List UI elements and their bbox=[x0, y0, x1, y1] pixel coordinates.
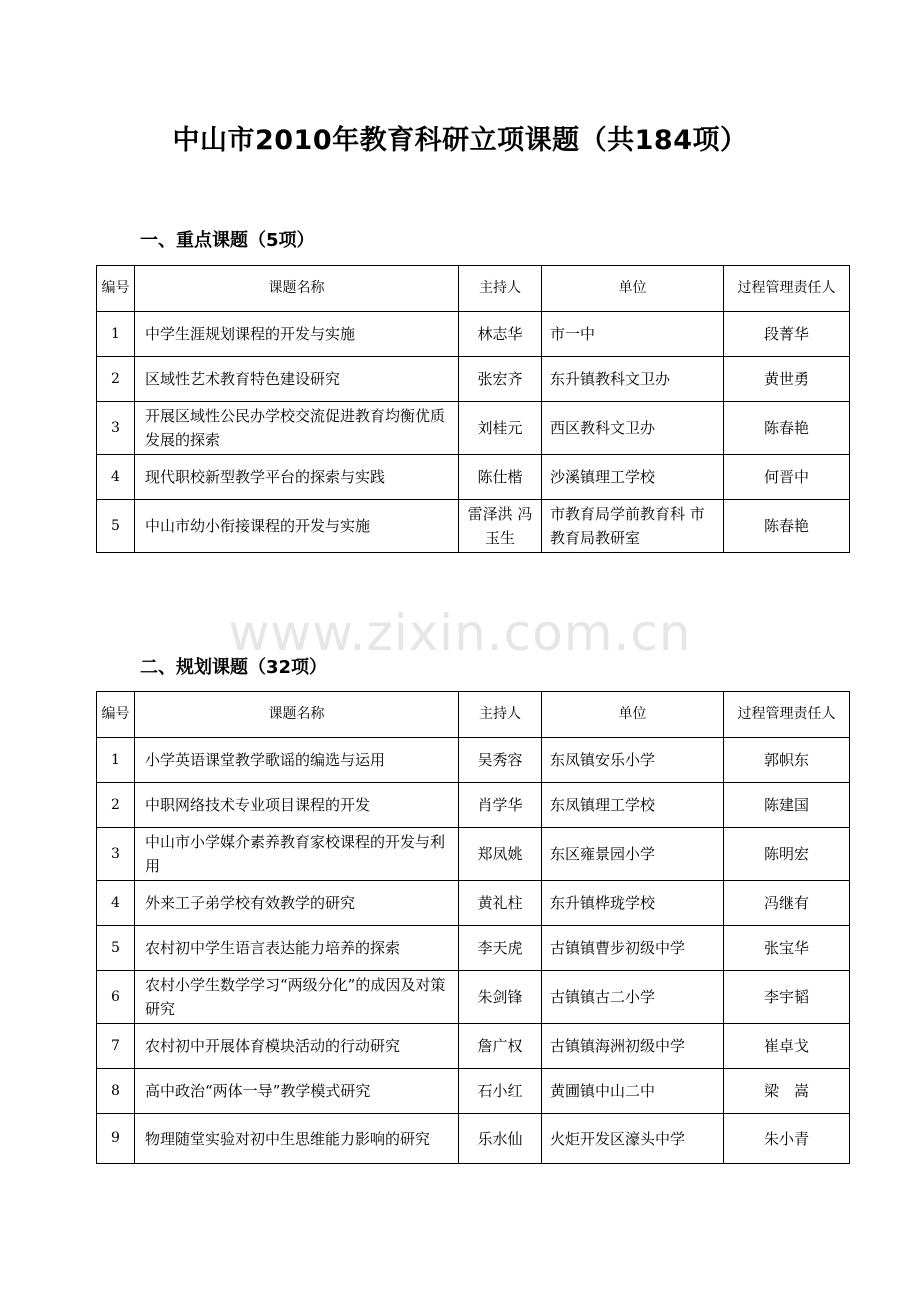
row-num: 8 bbox=[97, 1069, 135, 1114]
row-host: 石小红 bbox=[459, 1069, 542, 1114]
row-host: 李天虎 bbox=[459, 926, 542, 971]
table-header-row bbox=[97, 692, 850, 738]
table-row bbox=[97, 926, 850, 971]
table-row bbox=[97, 1069, 850, 1114]
table-row bbox=[97, 455, 850, 500]
row-host: 陈仕楷 bbox=[459, 455, 542, 500]
table-row bbox=[97, 881, 850, 926]
section-heading-planned-topics: 二、规划课题（32项） bbox=[140, 657, 328, 678]
row-unit: 古镇镇曹步初级中学 bbox=[542, 926, 724, 971]
row-manager: 陈建国 bbox=[724, 783, 850, 828]
row-topic-name: 农村初中学生语言表达能力培养的探索 bbox=[135, 926, 459, 971]
header-topic-name: 课题名称 bbox=[135, 692, 459, 738]
row-unit: 东凤镇理工学校 bbox=[542, 783, 724, 828]
header-manager: 过程管理责任人 bbox=[724, 692, 850, 738]
row-topic-name: 小学英语课堂教学歌谣的编选与运用 bbox=[135, 738, 459, 783]
key-topics-table bbox=[96, 265, 850, 553]
row-topic-name: 农村小学生数学学习“两级分化”的成因及对策研究 bbox=[135, 971, 459, 1024]
row-num: 9 bbox=[97, 1114, 135, 1164]
row-host: 张宏齐 bbox=[459, 357, 542, 402]
table-row bbox=[97, 828, 850, 881]
header-unit: 单位 bbox=[542, 266, 724, 312]
row-manager: 梁 嵩 bbox=[724, 1069, 850, 1114]
row-unit: 沙溪镇理工学校 bbox=[542, 455, 724, 500]
row-num: 5 bbox=[97, 500, 135, 553]
row-manager: 何晋中 bbox=[724, 455, 850, 500]
row-num: 1 bbox=[97, 738, 135, 783]
row-num: 3 bbox=[97, 402, 135, 455]
table-header-row bbox=[97, 266, 850, 312]
row-unit: 市一中 bbox=[542, 312, 724, 357]
row-unit: 火炬开发区濠头中学 bbox=[542, 1114, 724, 1164]
row-num: 7 bbox=[97, 1024, 135, 1069]
table-row bbox=[97, 357, 850, 402]
row-host: 雷泽洪 冯玉生 bbox=[459, 500, 542, 553]
row-num: 1 bbox=[97, 312, 135, 357]
row-num: 2 bbox=[97, 783, 135, 828]
row-topic-name: 中学生涯规划课程的开发与实施 bbox=[135, 312, 459, 357]
row-num: 6 bbox=[97, 971, 135, 1024]
row-host: 林志华 bbox=[459, 312, 542, 357]
row-num: 4 bbox=[97, 455, 135, 500]
row-host: 乐水仙 bbox=[459, 1114, 542, 1164]
row-host: 朱剑锋 bbox=[459, 971, 542, 1024]
row-unit: 市教育局学前教育科 市教育局教研室 bbox=[542, 500, 724, 553]
row-unit: 古镇镇古二小学 bbox=[542, 971, 724, 1024]
row-host: 刘桂元 bbox=[459, 402, 542, 455]
row-topic-name: 物理随堂实验对初中生思维能力影响的研究 bbox=[135, 1114, 459, 1164]
row-manager: 郭帜东 bbox=[724, 738, 850, 783]
header-topic-name: 课题名称 bbox=[135, 266, 459, 312]
row-unit: 东升镇教科文卫办 bbox=[542, 357, 724, 402]
header-num: 编号 bbox=[97, 692, 135, 738]
document-title: 中山市2010年教育科研立项课题（共184项） bbox=[172, 125, 748, 156]
table-row bbox=[97, 1024, 850, 1069]
table-row bbox=[97, 402, 850, 455]
row-topic-name: 中职网络技术专业项目课程的开发 bbox=[135, 783, 459, 828]
table-row bbox=[97, 971, 850, 1024]
header-host: 主持人 bbox=[459, 692, 542, 738]
row-topic-name: 区域性艺术教育特色建设研究 bbox=[135, 357, 459, 402]
header-manager: 过程管理责任人 bbox=[724, 266, 850, 312]
table-row bbox=[97, 1114, 850, 1164]
table-row bbox=[97, 783, 850, 828]
section-heading-key-topics: 一、重点课题（5项） bbox=[140, 230, 315, 251]
row-unit: 黄圃镇中山二中 bbox=[542, 1069, 724, 1114]
row-host: 郑凤姚 bbox=[459, 828, 542, 881]
watermark: www.zixin.com.cn bbox=[228, 604, 692, 662]
row-manager: 黄世勇 bbox=[724, 357, 850, 402]
row-topic-name: 中山市幼小衔接课程的开发与实施 bbox=[135, 500, 459, 553]
row-topic-name: 高中政治“两体一导”教学模式研究 bbox=[135, 1069, 459, 1114]
header-host: 主持人 bbox=[459, 266, 542, 312]
row-manager: 陈春艳 bbox=[724, 402, 850, 455]
row-topic-name: 现代职校新型教学平台的探索与实践 bbox=[135, 455, 459, 500]
row-num: 5 bbox=[97, 926, 135, 971]
row-manager: 陈春艳 bbox=[724, 500, 850, 553]
row-unit: 东区雍景园小学 bbox=[542, 828, 724, 881]
row-unit: 西区教科文卫办 bbox=[542, 402, 724, 455]
row-host: 吴秀容 bbox=[459, 738, 542, 783]
table-row bbox=[97, 312, 850, 357]
row-host: 詹广权 bbox=[459, 1024, 542, 1069]
row-unit: 古镇镇海洲初级中学 bbox=[542, 1024, 724, 1069]
table-row bbox=[97, 738, 850, 783]
row-num: 2 bbox=[97, 357, 135, 402]
row-manager: 朱小青 bbox=[724, 1114, 850, 1164]
row-num: 3 bbox=[97, 828, 135, 881]
row-manager: 冯继有 bbox=[724, 881, 850, 926]
row-manager: 陈明宏 bbox=[724, 828, 850, 881]
row-host: 黄礼柱 bbox=[459, 881, 542, 926]
row-unit: 东升镇桦珑学校 bbox=[542, 881, 724, 926]
row-manager: 张宝华 bbox=[724, 926, 850, 971]
row-host: 肖学华 bbox=[459, 783, 542, 828]
header-num: 编号 bbox=[97, 266, 135, 312]
row-topic-name: 外来工子弟学校有效教学的研究 bbox=[135, 881, 459, 926]
row-topic-name: 中山市小学媒介素养教育家校课程的开发与利用 bbox=[135, 828, 459, 881]
row-manager: 段菁华 bbox=[724, 312, 850, 357]
row-topic-name: 开展区域性公民办学校交流促进教育均衡优质发展的探索 bbox=[135, 402, 459, 455]
row-num: 4 bbox=[97, 881, 135, 926]
row-manager: 崔卓戈 bbox=[724, 1024, 850, 1069]
row-manager: 李宇韬 bbox=[724, 971, 850, 1024]
row-topic-name: 农村初中开展体育模块活动的行动研究 bbox=[135, 1024, 459, 1069]
row-unit: 东凤镇安乐小学 bbox=[542, 738, 724, 783]
table-row bbox=[97, 500, 850, 553]
planned-topics-table bbox=[96, 691, 850, 1164]
header-unit: 单位 bbox=[542, 692, 724, 738]
